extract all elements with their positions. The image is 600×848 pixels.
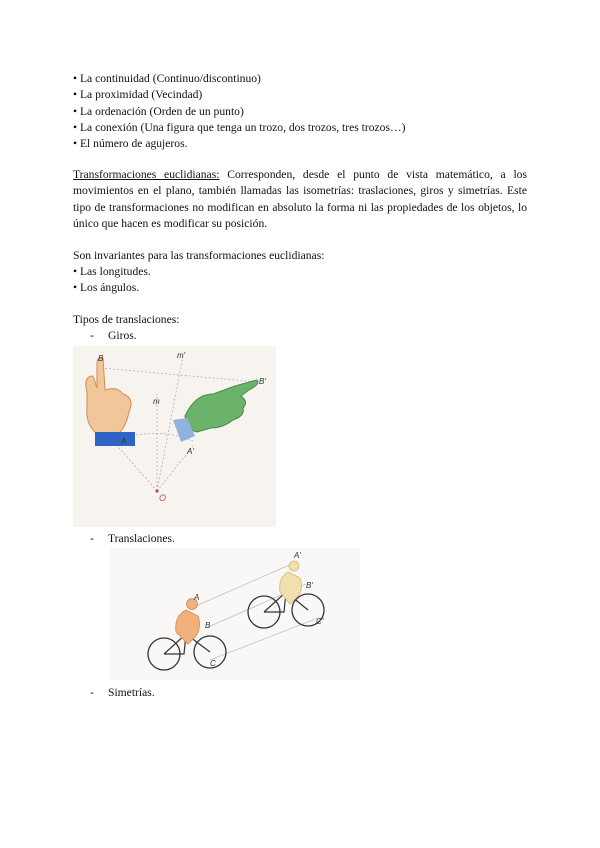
types-intro: Tipos de translaciones: — [73, 313, 180, 326]
label-m: m — [153, 397, 160, 406]
label-m-prime: m' — [177, 351, 186, 360]
list-dash: - — [90, 686, 94, 699]
list-dash: - — [90, 329, 94, 342]
cuff-original — [95, 432, 135, 446]
label-b: B — [98, 354, 104, 363]
label-a: A — [121, 437, 127, 446]
label-c: C — [210, 659, 216, 668]
invariants-intro: Son invariantes para las transformaciones euclidianas: — [73, 249, 325, 262]
translation-svg — [110, 548, 360, 680]
invariant-angles: • Los ángulos. — [73, 281, 140, 294]
euclid-heading: Transformaciones euclidianas: — [73, 168, 220, 181]
list-dash: - — [90, 532, 94, 545]
bullet-ordering: • La ordenación (Orden de un punto) — [73, 105, 244, 118]
type-giros: Giros. — [108, 329, 137, 342]
type-simetrias: Simetrías. — [108, 686, 155, 699]
label-a: A — [194, 593, 200, 602]
rotation-figure — [73, 346, 276, 527]
bullet-continuity: • La continuidad (Continuo/discontinuo) — [73, 72, 261, 85]
type-translaciones: Translaciones. — [108, 532, 175, 545]
label-o: O — [159, 493, 167, 503]
bullet-proximity: • La proximidad (Vecindad) — [73, 88, 203, 101]
rotation-svg — [73, 346, 276, 527]
translation-figure — [110, 548, 360, 680]
label-a-prime: A' — [187, 447, 194, 456]
euclid-paragraph — [73, 167, 527, 232]
invariant-lengths: • Las longitudes. — [73, 265, 151, 278]
label-b-prime: B' — [259, 377, 266, 386]
euclid-body: Corresponden, desde el punto de vista matemático, a los movimientos en el plano, también llamadas las isometrías: traslaciones, giros y simetrías. Este tipo de transformaciones no modifican en absoluto la forma ni las propiedades de los objetos, lo único que hacen es modificar su posición. — [73, 168, 527, 230]
label-b-prime: B' — [306, 581, 313, 590]
bullet-connection: • La conexión (Una figura que tenga un trozo, dos trozos, tres trozos…) — [73, 121, 406, 134]
label-c-prime: C' — [316, 617, 324, 626]
bullet-holes: • El número de agujeros. — [73, 137, 188, 150]
label-a-prime: A' — [294, 551, 301, 560]
label-b: B — [205, 621, 211, 630]
